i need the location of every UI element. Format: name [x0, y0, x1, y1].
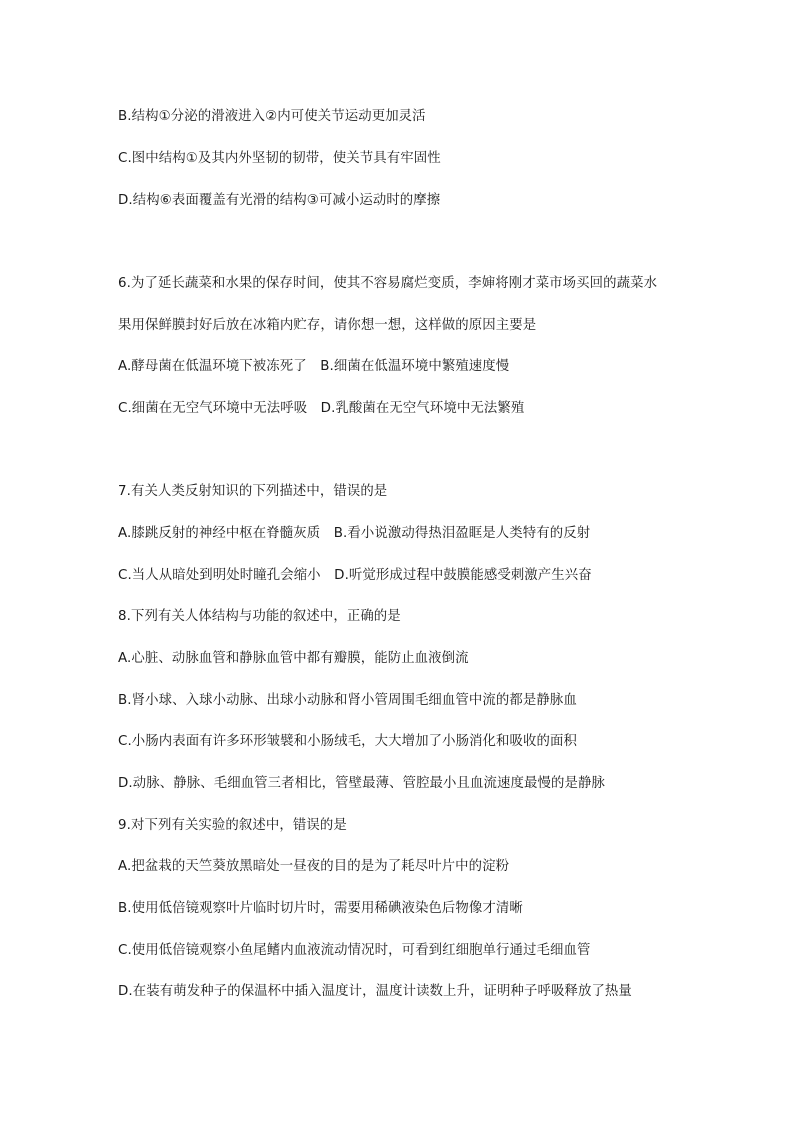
q8-option-b: B.肾小球、入球小动脉、出球小动脉和肾小管周围毛细血管中流的都是静脉血 [118, 693, 577, 708]
q8-option-d: D.动脉、静脉、毛细血管三者相比，管壁最薄、管腔最小且血流速度最慢的是静脉 [118, 776, 605, 791]
q6-options-ab: A.酵母菌在低温环境下被冻死了 B.细菌在低温环境中繁殖速度慢 [118, 359, 510, 374]
q7-options-cd: C.当人从暗处到明处时瞳孔会缩小 D.听觉形成过程中鼓膜能感受刺激产生兴奋 [118, 568, 592, 583]
q8-stem: 8.下列有关人体结构与功能的叙述中，正确的是 [118, 609, 401, 624]
q7-stem: 7.有关人类反射知识的下列描述中，错误的是 [118, 484, 388, 499]
q8-option-a: A.心脏、动脉血管和静脉血管中都有瓣膜，能防止血液倒流 [118, 651, 469, 666]
q6-stem-line1: 6.为了延长蔬菜和水果的保存时间，使其不容易腐烂变质，李婶将刚才菜市场买回的蔬菜水 [118, 276, 658, 291]
q5-option-b: B.结构①分泌的滑液进入②内可使关节运动更加灵活 [118, 109, 426, 124]
q5-option-d: D.结构⑥表面覆盖有光滑的结构③可减小运动时的摩擦 [118, 193, 441, 208]
q9-option-d: D.在装有萌发种子的保温杯中插入温度计，温度计读数上升，证明种子呼吸释放了热量 [118, 984, 632, 999]
q6-options-cd: C.细菌在无空气环境中无法呼吸 D.乳酸菌在无空气环境中无法繁殖 [118, 401, 525, 416]
q8-option-c: C.小肠内表面有许多环形皱襞和小肠绒毛，大大增加了小肠消化和吸收的面积 [118, 734, 577, 749]
q6-stem-line2: 果用保鲜膜封好后放在冰箱内贮存，请你想一想，这样做的原因主要是 [118, 318, 537, 333]
q5-option-c: C.图中结构①及其内外坚韧的韧带，使关节具有牢固性 [118, 151, 441, 166]
q9-stem: 9.对下列有关实验的叙述中，错误的是 [118, 818, 347, 833]
q7-options-ab: A.膝跳反射的神经中枢在脊髓灰质 B.看小说激动得热泪盈眶是人类特有的反射 [118, 526, 591, 541]
q9-option-b: B.使用低倍镜观察叶片临时切片时，需要用稀碘液染色后物像才清晰 [118, 901, 523, 916]
q9-option-c: C.使用低倍镜观察小鱼尾鳍内血液流动情况时，可看到红细胞单行通过毛细血管 [118, 943, 591, 958]
q9-option-a: A.把盆栽的天竺葵放黑暗处一昼夜的目的是为了耗尽叶片中的淀粉 [118, 859, 510, 874]
